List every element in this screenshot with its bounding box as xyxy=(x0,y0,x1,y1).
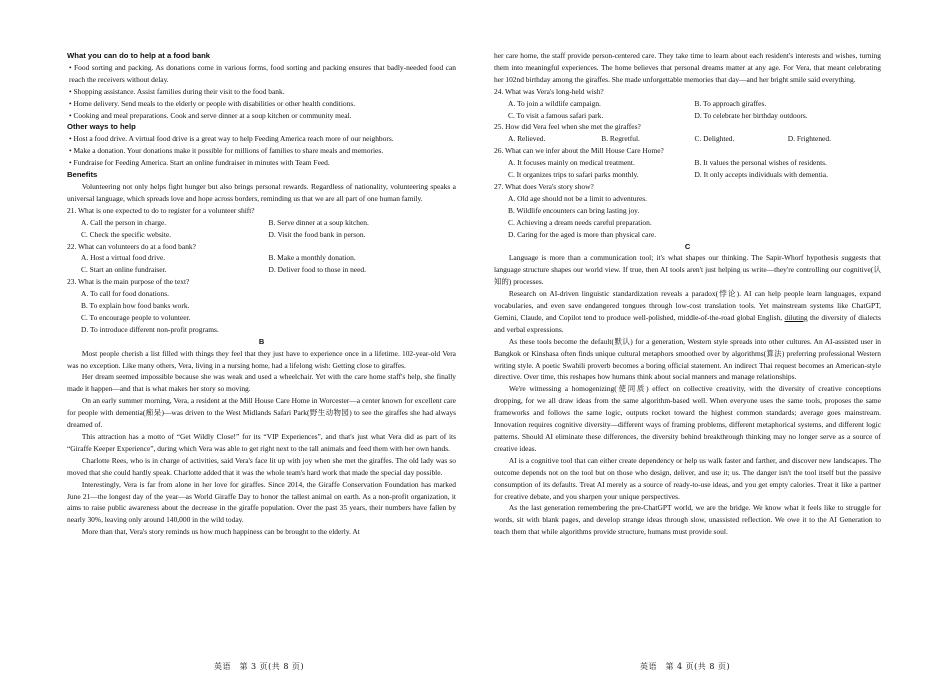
section-heading: Benefits xyxy=(67,170,98,180)
paragraph: As the last generation remembering the pre-ChatGPT world, we are the bridge. We know what it feels like to struggle for words, sit with blank pages, and develop strange ideas through slow, unassisted reflection. We owe it to the AI Generation to teach them that while algorithms provide structure, humans must provide soul. xyxy=(494,503,881,537)
option: C. It organizes trips to safari parks monthly. xyxy=(508,170,639,180)
paragraph: her care home, the staff provide person-centered care. They take time to learn about each resident's interests and wishes, turning them into meaningful experiences. The home believes that personal dreams matter at any age. For Vera, that meant celebrating her 102nd birthday among the giraffes. She made unforgettable memories that day—and her bright smile said everything. xyxy=(494,51,881,84)
paragraph: We're witnessing a homogenizing(使同质) effect on collective creativity, with the diversity of creative conceptions dropping, for we all draw ideas from the same algorithm-based well. When everyone uses the same tools, proposes the same frameworks and follows the same logic, outputs rocket toward the highest common standards; average goes mainstream. Innovation requires cognitive diversity—different ways of framing problems, different metaphorical systems, and different logic patterns. Should AI eliminate these differences, the diversity behind breakthrough thinking may no longer serve as a source of creative ideas. xyxy=(494,384,881,453)
list-item: • Home delivery. Send meals to the elderly or people with disabilities or other health conditions. xyxy=(69,98,356,108)
section-heading: What you can do to help at a food bank xyxy=(67,51,211,60)
paragraph: Volunteering not only helps fight hunger but also brings personal rewards. Regardless of nationality, volunteering speaks a universal language, which spreads love and hope across borders, reminding us that we are all part of one human family. xyxy=(67,181,456,203)
option: B. Regretful. xyxy=(601,134,640,144)
option: A. Old age should not be a limit to adventures. xyxy=(508,193,648,203)
paragraph: On an early summer morning, Vera, a resident at the Mill House Care Home in Worcester—a center known for excellent care for people with dementia(痴呆)—was driven to the West Midlands Safari Park(野生动物园) to see the giraffes she had always dreamed of. xyxy=(67,396,456,430)
option: C. To encourage people to volunteer. xyxy=(81,312,191,322)
option: D. To celebrate her birthday outdoors. xyxy=(694,110,808,120)
list-item: • Shopping assistance. Assist families during their visit to the food bank. xyxy=(69,86,285,96)
paragraph: Language is more than a communication tool; it's what shapes our thinking. The Sapir-Whorf hypothesis suggests that language structure shapes our world view. If true, then AI tools aren't just helping us write—they're controlling our cognitive(认知的) processes. xyxy=(494,253,881,287)
option: B. Wildlife encounters can bring lasting joy. xyxy=(508,205,640,215)
option: C. Delighted. xyxy=(694,134,735,144)
option: D. To introduce different non-profit programs. xyxy=(81,324,219,334)
option: B. To approach giraffes. xyxy=(694,98,767,108)
question-25: 25. How did Vera feel when she met the giraffes? xyxy=(494,122,641,132)
option: A. Relieved. xyxy=(508,134,546,144)
question-27: 27. What does Vera's story show? xyxy=(494,181,594,191)
list-item: • Food sorting and packing. As donations come in various forms, food sorting and packing ensures that badly-needed food can reach the receivers without delay. xyxy=(69,62,456,84)
page-footer-left: 英语 第 3 页(共 8 页) xyxy=(214,662,305,671)
option: D. Caring for the aged is more than physical care. xyxy=(508,229,657,239)
option: D. Deliver food to those in need. xyxy=(268,265,366,275)
option: C. Start an online fundraiser. xyxy=(81,265,167,275)
option: A. Call the person in charge. xyxy=(81,217,167,227)
options-26 xyxy=(494,157,881,181)
list-item: • Cooking and meal preparations. Cook and serve dinner at a soup kitchen or community meal. xyxy=(69,110,352,120)
text-run: the diversity of dialects and verbal expressions. xyxy=(494,312,882,334)
section-c-heading: C xyxy=(684,241,691,251)
option: D. It only accepts individuals with dementia. xyxy=(694,170,828,180)
paragraph: Most people cherish a list filled with things they feel that they just have to experience once in a lifetime. 102-year-old Vera was no exception. Like many others, Vera, living in a nursing home, had a lifelong wish: Getting close to giraffes. xyxy=(67,348,456,370)
paragraph: More than that, Vera's story reminds us how much happiness can be brought to the elderly. At xyxy=(81,527,360,537)
question-22: 22. What can volunteers do at a food bank? xyxy=(67,241,196,251)
list-item: • Make a donation. Your donations make it possible for millions of families to share meals and memories. xyxy=(69,146,384,156)
question-23: 23. What is the main purpose of the text? xyxy=(67,277,190,287)
paragraph: Charlotte Rees, who is in charge of activities, said Vera's face lit up with joy when she met the giraffes. The old lady was so moved that she could hardly speak. Charlotte added that it was the whole team's hard work that made the special day possible. xyxy=(67,455,456,477)
paragraph: As these tools become the default(默认) for a generation, Western style spreads into other cultures. An AI-assisted user in Bangkok or Kinshasa often finds unique cultural metaphors smoothed over by algorithms(算法) preferring professional Western writing style. A poetic Swahili proverb becomes a boring official statement. An indirect Thai request becomes an American-style directive. Over time, this reshapes how humans think about social manners and manage relationships. xyxy=(494,336,881,382)
paragraph: AI is a cognitive tool that can either create dependency or help us walk faster and farther, and discover new landscapes. The outcome depends not on the tool but on those who design, deliver, and use it; us. The danger isn't the tool itself but the passive consumption of its defaults. Treat AI merely as a source of ready-to-use ideas, and you get empty calories. Treat it like a partner for creative debate, and you sharpen your unique perspectives. xyxy=(494,455,881,501)
option: A. Host a virtual food drive. xyxy=(81,253,166,263)
section-b-heading: B xyxy=(258,336,265,346)
option: B. Make a monthly donation. xyxy=(268,253,356,263)
paragraph xyxy=(494,288,881,336)
option: D. Frightened. xyxy=(787,134,831,144)
paragraph: Her dream seemed impossible because she was weak and used a wheelchair. Yet with the care home staff's help, she finally made it happen—and that is what makes her story so moving. xyxy=(67,372,456,394)
paragraph: This attraction has a motto of “Get Wildly Close!” for its “VIP Experiences”, and that's just what Vera did as part of its “Giraffe Keeper Experience”, during which Vera was able to get right next to the tall animals and feed them with her own hands. xyxy=(67,432,456,453)
left-column xyxy=(67,50,456,538)
options-27 xyxy=(494,193,881,241)
options-21 xyxy=(67,217,456,241)
options-23 xyxy=(67,288,456,336)
text-run: Research on AI-driven linguistic standardization reveals a paradox(悖论). AI can help people learn languages, expand vocabularies, and even save endangered tongues through low-cost translation tools. Yet mainstream systems like ChatGPT, Gemini, Claude, and Copilot tend to produce well-polished, middle-of-the-road global English, xyxy=(494,289,881,322)
section-heading: Other ways to help xyxy=(67,122,136,132)
option: C. Check the specific website. xyxy=(81,229,172,239)
question-24: 24. What was Vera's long-held wish? xyxy=(494,86,604,96)
option: C. To visit a famous safari park. xyxy=(508,110,604,120)
right-column xyxy=(494,50,881,538)
list-item: • Fundraise for Feeding America. Start an online fundraiser in minutes with Team Feed. xyxy=(69,158,330,168)
question-26: 26. What can we infer about the Mill House Care Home? xyxy=(494,146,664,156)
option: C. Achieving a dream needs careful preparation. xyxy=(508,217,652,227)
question-21: 21. What is one expected to do to register for a volunteer shift? xyxy=(67,205,255,215)
options-25 xyxy=(494,133,881,145)
option: A. To call for food donations. xyxy=(81,289,169,299)
options-24 xyxy=(494,98,881,122)
list-item: • Host a food drive. A virtual food drive is a great way to help Feeding America reach more of our neighbors. xyxy=(69,134,394,144)
option: D. Visit the food bank in person. xyxy=(268,229,366,239)
page-footer-right: 英语 第 4 页(共 8 页) xyxy=(640,662,731,671)
option: B. To explain how food banks work. xyxy=(81,301,190,311)
options-22 xyxy=(67,252,456,276)
option: B. It values the personal wishes of residents. xyxy=(694,158,827,168)
option: B. Serve dinner at a soup kitchen. xyxy=(268,217,369,227)
underlined-word: diluting xyxy=(784,312,808,322)
option: A. It focuses mainly on medical treatment. xyxy=(508,158,635,168)
option: A. To join a wildlife campaign. xyxy=(508,98,601,108)
paragraph: Interestingly, Vera is far from alone in her love for giraffes. Since 2014, the Giraffe Conservation Foundation has marked June 21—the longest day of the year—as World Giraffe Day to honor the tallest animal on earth. As a non-profit organization, it aims to raise public awareness about the decrease in the giraffe population. Over the past 35 years, their numbers have fallen by nearly 30%, leaving only around 140,000 in the wild today. xyxy=(67,479,456,525)
